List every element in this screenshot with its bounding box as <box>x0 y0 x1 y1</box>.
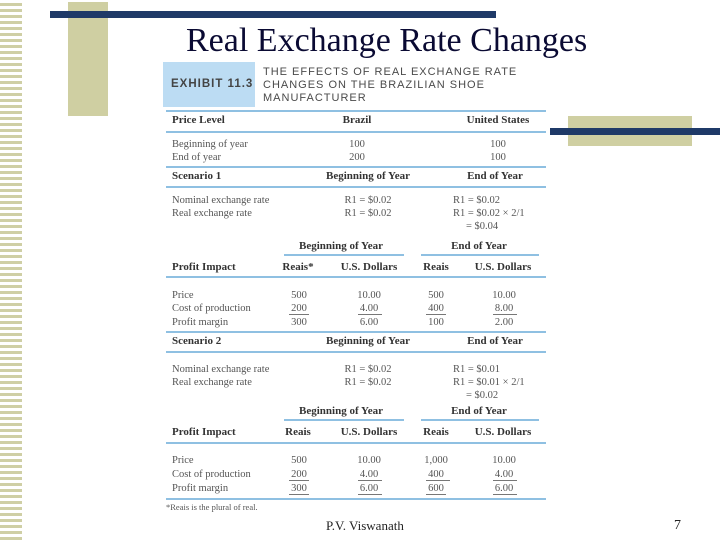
underline <box>358 314 382 315</box>
cell-value: 200 <box>349 152 365 163</box>
underline <box>426 314 446 315</box>
underline <box>493 494 517 495</box>
underline <box>289 494 309 495</box>
usd-header: U.S. Dollars <box>474 261 532 273</box>
cell-value: 1,000 <box>424 455 448 466</box>
group-rule <box>421 419 539 421</box>
cell-value: 4.00 <box>359 303 379 314</box>
brazil-header: Brazil <box>342 114 372 126</box>
cell-value: 500 <box>291 455 307 466</box>
cell-value: 2.00 <box>494 317 514 328</box>
usd-header: U.S. Dollars <box>474 426 532 438</box>
row-label: Profit margin <box>172 317 229 328</box>
cell-value: 100 <box>428 317 444 328</box>
row-label: End of year <box>172 152 221 163</box>
cell-value: 500 <box>428 290 444 301</box>
row-label: Real exchange rate <box>172 208 252 219</box>
cell-value: 10.00 <box>492 290 516 301</box>
cell-value: 4.00 <box>494 469 514 480</box>
end-of-year-header: End of Year <box>467 170 523 182</box>
usd-header: U.S. Dollars <box>340 426 398 438</box>
price-level-header: Price Level <box>172 114 225 126</box>
row-label: Beginning of year <box>172 139 248 150</box>
row-label: Price <box>172 455 194 466</box>
united-states-header: United States <box>466 114 530 126</box>
reais-header: Reais <box>423 261 449 273</box>
cell-value: 10.00 <box>357 455 381 466</box>
reais-header: Reais <box>285 426 311 438</box>
underline <box>289 314 309 315</box>
exhibit-title-line: CHANGES ON THE BRAZILIAN SHOE <box>263 79 485 91</box>
profit-group-begin: Beginning of Year <box>299 240 383 252</box>
scenario-2-header: Scenario 2 <box>172 335 222 347</box>
cell-value: 6.00 <box>494 483 514 494</box>
group-rule <box>284 419 404 421</box>
group-rule <box>421 254 539 256</box>
row-label: Cost of production <box>172 303 251 314</box>
underline <box>493 314 517 315</box>
table-rule <box>166 110 546 112</box>
profit-impact-header: Profit Impact <box>172 261 236 273</box>
profit-group-begin: Beginning of Year <box>299 405 383 417</box>
row-label: Nominal exchange rate <box>172 195 270 206</box>
slide-title: Real Exchange Rate Changes <box>186 22 588 59</box>
table-rule <box>166 331 546 333</box>
cell-value: R1 = $0.01 <box>453 364 501 375</box>
cell-value: 300 <box>291 317 307 328</box>
cell-value: R1 = $0.02 <box>453 195 501 206</box>
reais-header: Reais* <box>282 261 314 273</box>
table-rule <box>166 166 546 168</box>
profit-group-end: End of Year <box>451 405 507 417</box>
cell-value: 10.00 <box>492 455 516 466</box>
exhibit-title-line: MANUFACTURER <box>263 92 367 104</box>
footer-author: P.V. Viswanath <box>326 518 404 533</box>
cell-value: 200 <box>291 303 307 314</box>
cell-value: 200 <box>291 469 307 480</box>
cell-value: 100 <box>349 139 365 150</box>
cell-value: = $0.02 <box>466 390 499 401</box>
table-rule <box>166 276 546 278</box>
underline <box>426 480 450 481</box>
footnote: *Reais is the plural of real. <box>166 502 258 512</box>
cell-value: 600 <box>428 483 444 494</box>
underline <box>358 480 382 481</box>
cell-value: R1 = $0.02 <box>344 195 392 206</box>
group-rule <box>284 254 404 256</box>
profit-group-end: End of Year <box>451 240 507 252</box>
cell-value: R1 = $0.02 × 2/1 <box>453 208 525 219</box>
exhibit-label: EXHIBIT 11.3 <box>171 78 254 90</box>
row-label: Profit margin <box>172 483 229 494</box>
cell-value: 6.00 <box>359 317 379 328</box>
row-label: Nominal exchange rate <box>172 364 270 375</box>
cell-value: = $0.04 <box>466 221 499 232</box>
cell-value: 400 <box>428 469 444 480</box>
cell-value: 100 <box>490 139 506 150</box>
cell-value: 400 <box>428 303 444 314</box>
table-rule <box>166 498 546 500</box>
cell-value: 4.00 <box>359 469 379 480</box>
cell-value: R1 = $0.02 <box>344 364 392 375</box>
cell-value: 8.00 <box>494 303 514 314</box>
page-number: 7 <box>674 518 681 533</box>
cell-value: 10.00 <box>357 290 381 301</box>
cell-value: 300 <box>291 483 307 494</box>
cell-value: R1 = $0.01 × 2/1 <box>453 377 525 388</box>
exhibit-title-line: THE EFFECTS OF REAL EXCHANGE RATE <box>263 66 518 78</box>
reais-header: Reais <box>423 426 449 438</box>
beginning-of-year-header: Beginning of Year <box>326 170 410 182</box>
table-rule <box>166 442 546 444</box>
beginning-of-year-header: Beginning of Year <box>326 335 410 347</box>
table-rule <box>166 186 546 188</box>
underline <box>426 494 446 495</box>
cell-value: 500 <box>291 290 307 301</box>
profit-impact-header: Profit Impact <box>172 426 236 438</box>
row-label: Real exchange rate <box>172 377 252 388</box>
end-of-year-header: End of Year <box>467 335 523 347</box>
row-label: Price <box>172 290 194 301</box>
underline <box>289 480 309 481</box>
scenario-1-header: Scenario 1 <box>172 170 222 182</box>
table-rule <box>166 351 546 353</box>
underline <box>358 494 382 495</box>
cell-value: 6.00 <box>359 483 379 494</box>
cell-value: R1 = $0.02 <box>344 377 392 388</box>
cell-value: R1 = $0.02 <box>344 208 392 219</box>
table-rule <box>166 131 546 133</box>
usd-header: U.S. Dollars <box>340 261 398 273</box>
underline <box>493 480 517 481</box>
cell-value: 100 <box>490 152 506 163</box>
row-label: Cost of production <box>172 469 251 480</box>
